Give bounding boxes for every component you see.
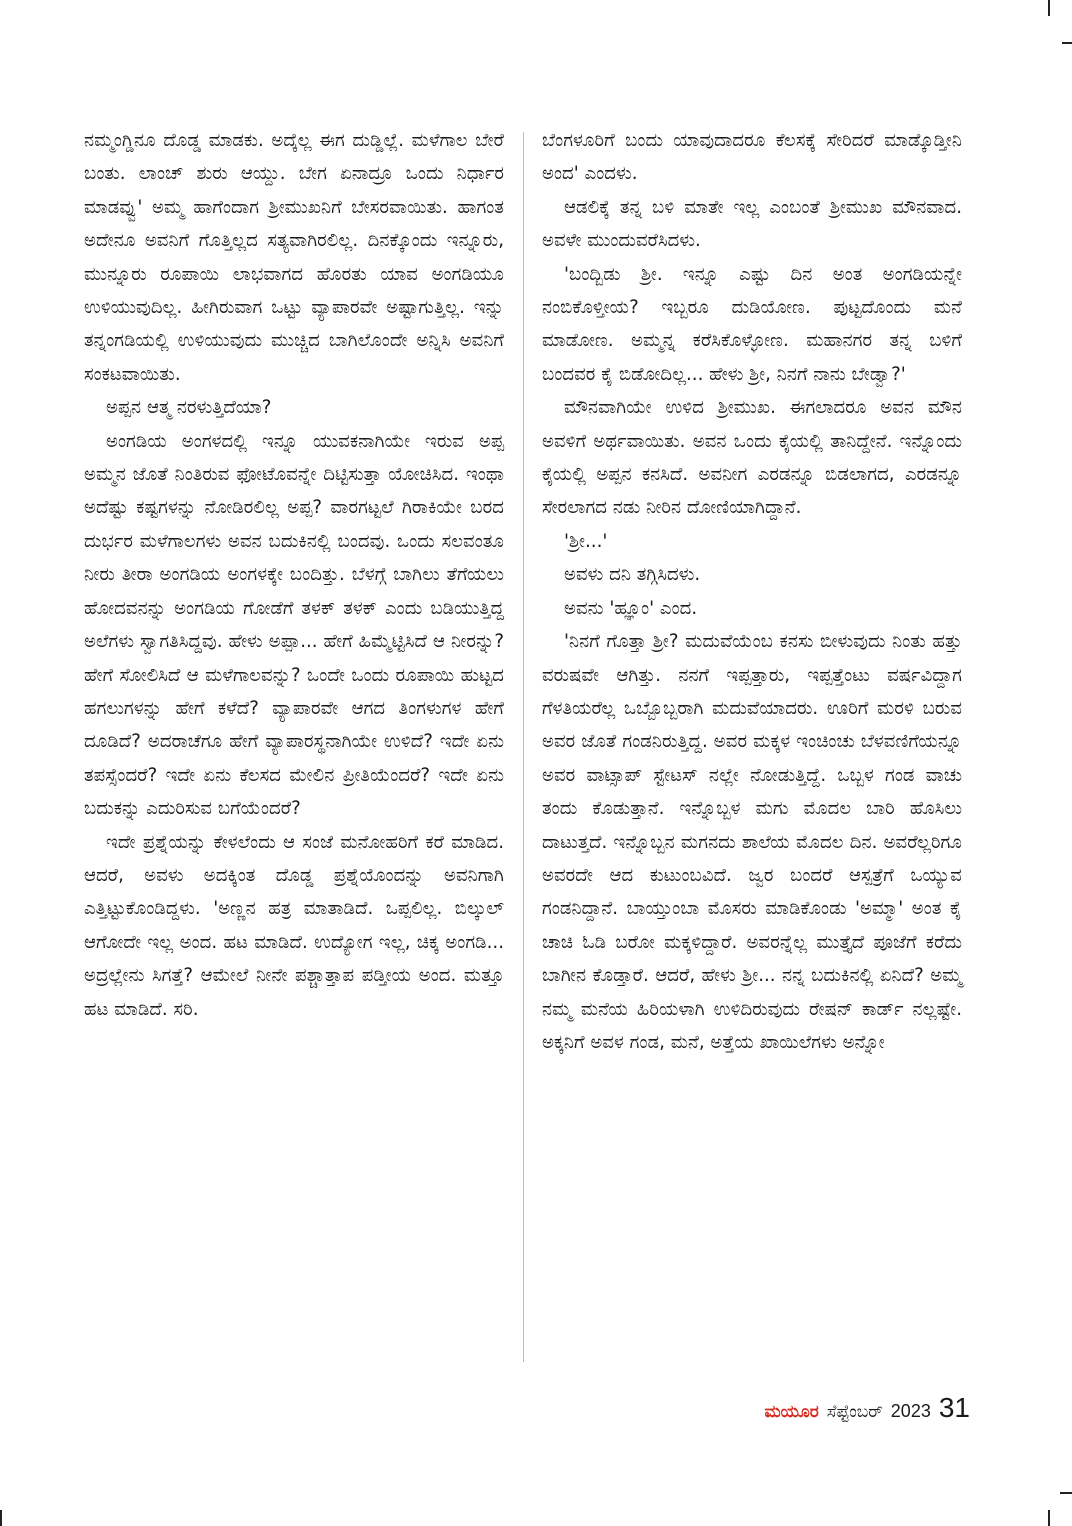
paragraph: ಮೌನವಾಗಿಯೇ ಉಳಿದ ಶ್ರೀಮುಖ. ಈಗಲಾದರೂ ಅವನ ಮೌನ ಅವಳಿಗೆ ಅರ್ಥವಾಯಿತು. ಅವನ ಒಂದು ಕೈಯಲ್ಲಿ ತಾನಿದ್ದೇನೆ. ಇನ್ನೊಂದು ಕೈಯಲ್ಲಿ ಅಪ್ಪನ ಕನಸಿದೆ. ಅವನೀಗ ಎರಡನ್ನೂ ಬಿಡಲಾಗದ, ಎರಡನ್ನೂ ಸೇರಲಾಗದ ನಡು ನೀರಿನ ದೋಣಿಯಾಗಿದ್ದಾನೆ. [542,397,962,519]
column-divider [523,132,524,1362]
left-column [84,124,504,1026]
crop-mark [0,1510,2,1526]
paragraph: 'ಶ್ರೀ...' [564,530,608,552]
crop-mark [1062,42,1072,44]
paragraph: ಅವನು 'ಹ್ಞೂಂ' ಎಂದ. [564,597,698,619]
page-footer [700,1392,970,1432]
crop-mark [1048,1510,1050,1526]
paragraph: ಅಂಗಡಿಯ ಅಂಗಳದಲ್ಲಿ ಇನ್ನೂ ಯುವಕನಾಗಿಯೇ ಇರುವ ಅಪ್ಪ ಅಮ್ಮನ ಜೊತೆ ನಿಂತಿರುವ ಫೋಟೊವನ್ನೇ ದಿಟ್ಟಿಸುತ್ತಾ ಯೋಚಿಸಿದ. ಇಂಥಾ ಅದೆಷ್ಟು ಕಷ್ಟಗಳನ್ನು ನೋಡಿರಲಿಲ್ಲ ಅಪ್ಪ? ವಾರಗಟ್ಟಲೆ ಗಿರಾಕಿಯೇ ಬರದ ದುರ್ಭರ ಮಳೆಗಾಲಗಳು ಅವನ ಬದುಕಿನಲ್ಲಿ ಬಂದವು. ಒಂದು ಸಲವಂತೂ ನೀರು ತೀರಾ ಅಂಗಡಿಯ ಅಂಗಳಕ್ಕೇ ಬಂದಿತ್ತು. ಬೆಳಗ್ಗೆ ಬಾಗಿಲು ತೆಗೆಯಲು ಹೋದವನನ್ನು ಅಂಗಡಿಯ ಗೋಡೆಗೆ ತಳಕ್ ತಳಕ್ ಎಂದು ಬಡಿಯುತ್ತಿದ್ದ ಅಲೆಗಳು ಸ್ವಾಗತಿಸಿದ್ದವು. ಹೇಳು ಅಪ್ಪಾ... ಹೇಗೆ ಹಿಮ್ಮೆಟ್ಟಿಸಿದೆ ಆ ನೀರನ್ನು? ಹೇಗೆ ಸೋಲಿಸಿದೆ ಆ ಮಳೆಗಾಲವನ್ನು? ಒಂದೇ ಒಂದು ರೂಪಾಯಿ ಹುಟ್ಟದ ಹಗಲುಗಳನ್ನು ಹೇಗೆ ಕಳೆದೆ? ವ್ಯಾಪಾರವೇ ಆಗದ ತಿಂಗಳುಗಳ ಹೇಗೆ ದೂಡಿದೆ? ಅದರಾಚೆಗೂ ಹೇಗೆ ವ್ಯಾಪಾರಸ್ಥನಾಗಿಯೇ ಉಳಿದೆ? ಇದೇ ಏನು ತಪಸ್ಸೆಂದರೆ? ಇದೇ ಏನು ಕೆಲಸದ ಮೇಲಿನ ಪ್ರೀತಿಯೆಂದರೆ? ಇದೇ ಏನು ಬದುಕನ್ನು ಎದುರಿಸುವ ಬಗೆಯೆಂದರೆ? [84,430,504,820]
paragraph: ಇದೇ ಪ್ರಶ್ನೆಯನ್ನು ಕೇಳಲೆಂದು ಆ ಸಂಜೆ ಮನೋಹರಿಗೆ ಕರೆ ಮಾಡಿದ. ಆದರೆ, ಅವಳು ಅದಕ್ಕಿಂತ ದೊಡ್ಡ ಪ್ರಶ್ನೆಯೊಂದನ್ನು ಅವನಿಗಾಗಿ ಎತ್ತಿಟ್ಟುಕೊಂಡಿದ್ದಳು. 'ಅಣ್ಣನ ಹತ್ರ ಮಾತಾಡಿದೆ. ಒಪ್ಪಲಿಲ್ಲ. ಬಿಲ್ಕುಲ್ ಆಗೋದೇ ಇಲ್ಲ ಅಂದ. ಹಟ ಮಾಡಿದೆ. ಉದ್ಯೋಗ ಇಲ್ಲ, ಚಿಕ್ಕ ಅಂಗಡಿ... ಅದ್ರಲ್ಲೇನು ಸಿಗತ್ತೆ? ಆಮೇಲೆ ನೀನೇ ಪಶ್ಚಾತ್ತಾಪ ಪಡ್ತೀಯ ಅಂದ. ಮತ್ತೂ ಹಟ ಮಾಡಿದೆ. ಸರಿ. [84,831,504,1020]
issue-month: ಸೆಪ್ಟೆಂಬರ್ [826,1402,883,1422]
paragraph: ಅವಳು ದನಿ ತಗ್ಗಿಸಿದಳು. [564,564,701,586]
paragraph: ಬೆಂಗಳೂರಿಗೆ ಬಂದು ಯಾವುದಾದರೂ ಕೆಲಸಕ್ಕೆ ಸೇರಿದರೆ ಮಾಡ್ಕೊಡ್ತೀನಿ ಅಂದ' ಎಂದಳು. [542,130,962,185]
paragraph: 'ಬಂದ್ಬಿಡು ಶ್ರೀ. ಇನ್ನೂ ಎಷ್ಟು ದಿನ ಅಂತ ಅಂಗಡಿಯನ್ನೇ ನಂಬಿಕೊಳ್ತೀಯ? ಇಬ್ಬರೂ ದುಡಿಯೋಣ. ಪುಟ್ಟದೊಂದು ಮನೆ ಮಾಡೋಣ. ಅಮ್ಮನ್ನ ಕರೆಸಿಕೊಳ್ಳೋಣ. ಮಹಾನಗರ ತನ್ನ ಬಳಿಗೆ ಬಂದವರ ಕೈ ಬಿಡೋದಿಲ್ಲ... ಹೇಳು ಶ್ರೀ, ನಿನಗೆ ನಾನು ಬೇಡ್ವಾ?' [542,263,962,385]
paragraph: 'ನಿನಗೆ ಗೊತ್ತಾ ಶ್ರೀ? ಮದುವೆಯೆಂಬ ಕನಸು ಬೀಳುವುದು ನಿಂತು ಹತ್ತು ವರುಷವೇ ಆಗಿತ್ತು. ನನಗೆ ಇಪ್ಪತ್ತಾರು, ಇಪ್ಪತ್ತೆಂಟು ವರ್ಷವಿದ್ದಾಗ ಗೆಳತಿಯರೆಲ್ಲ ಒಬ್ಬೊಬ್ಬರಾಗಿ ಮದುವೆಯಾದರು. ಊರಿಗೆ ಮರಳಿ ಬರುವ ಅವರ ಜೊತೆ ಗಂಡನಿರುತ್ತಿದ್ದ. ಅವರ ಮಕ್ಕಳ ಇಂಚಿಂಚು ಬೆಳವಣಿಗೆಯನ್ನೂ ಅವರ ವಾಟ್ಸಾಪ್ ಸ್ಟೇಟಸ್ ನಲ್ಲೇ ನೋಡುತ್ತಿದ್ದೆ. ಒಬ್ಬಳ ಗಂಡ ವಾಚು ತಂದು ಕೊಡುತ್ತಾನೆ. ಇನ್ನೊಬ್ಬಳ ಮಗು ಮೊದಲ ಬಾರಿ ಹೊಸಿಲು ದಾಟುತ್ತದೆ. ಇನ್ನೊಬ್ಬನ ಮಗನದು ಶಾಲೆಯ ಮೊದಲ ದಿನ. ಅವರೆಲ್ಲರಿಗೂ ಅವರದೇ ಆದ ಕುಟುಂಬವಿದೆ. ಜ್ವರ ಬಂದರೆ ಆಸ್ಪತ್ರೆಗೆ ಒಯ್ಯುವ ಗಂಡನಿದ್ದಾನೆ. ಬಾಯ್ತುಂಬಾ ಮೊಸರು ಮಾಡಿಕೊಂಡು 'ಅಮ್ಮಾ' ಅಂತ ಕೈ ಚಾಚಿ ಓಡಿ ಬರೋ ಮಕ್ಕಳಿದ್ದಾರೆ. ಅವರನ್ನೆಲ್ಲ ಮುತ್ತೈದೆ ಪೂಜೆಗೆ ಕರೆದು ಬಾಗೀನ ಕೊಡ್ತಾರೆ. ಆದರೆ, ಹೇಳು ಶ್ರೀ... ನನ್ನ ಬದುಕಿನಲ್ಲಿ ಏನಿದೆ? ಅಮ್ಮ ನಮ್ಮ ಮನೆಯ ಹಿರಿಯಳಾಗಿ ಉಳಿದಿರುವುದು ರೇಷನ್ ಕಾರ್ಡ್ ನಲ್ಲಷ್ಟೇ. ಅಕ್ಕನಿಗೆ ಅವಳ ಗಂಡ, ಮನೆ, ಅತ್ತೆಯ ಖಾಯಿಲೆಗಳು ಅನ್ನೋ [542,631,962,1053]
magazine-brand: ಮಯೂರ [764,1402,819,1422]
paragraph: ಅಪ್ಪನ ಆತ್ಮ ನರಳುತ್ತಿದೆಯಾ? [106,397,272,419]
crop-mark [1060,1492,1072,1494]
paragraph: ನಮ್ಮಂಗ್ಡಿನೂ ದೊಡ್ಡ ಮಾಡಕು. ಅದ್ಕೆಲ್ಲ ಈಗ ದುಡ್ಡಿಲ್ಲೆ. ಮಳೆಗಾಲ ಬೇರೆ ಬಂತು. ಲಾಂಚ್ ಶುರು ಆಯ್ದು. ಬೇಗ ಏನಾದ್ರೂ ಒಂದು ನಿರ್ಧಾರ ಮಾಡವ್ವು' ಅಮ್ಮ ಹಾಗೆಂದಾಗ ಶ್ರೀಮುಖನಿಗೆ ಬೇಸರವಾಯಿತು. ಹಾಗಂತ ಅದೇನೂ ಅವನಿಗೆ ಗೊತ್ತಿಲ್ಲದ ಸತ್ಯವಾಗಿರಲಿಲ್ಲ. ದಿನಕ್ಕೊಂದು ಇನ್ನೂರು, ಮುನ್ನೂರು ರೂಪಾಯಿ ಲಾಭವಾಗದ ಹೊರತು ಯಾವ ಅಂಗಡಿಯೂ ಉಳಿಯುವುದಿಲ್ಲ. ಹೀಗಿರುವಾಗ ಒಟ್ಟು ವ್ಯಾಪಾರವೇ ಅಷ್ಟಾಗುತ್ತಿಲ್ಲ. ಇನ್ನು ತನ್ನಂಗಡಿಯಲ್ಲಿ ಉಳಿಯುವುದು ಮುಚ್ಚಿದ ಬಾಗಿಲೊಂದೇ ಅನ್ನಿಸಿ ಅವನಿಗೆ ಸಂಕಟವಾಯಿತು. [84,130,504,385]
paragraph: ಆಡಲಿಕ್ಕೆ ತನ್ನ ಬಳಿ ಮಾತೇ ಇಲ್ಲ ಎಂಬಂತೆ ಶ್ರೀಮುಖ ಮೌನವಾದ. ಅವಳೇ ಮುಂದುವರೆಸಿದಳು. [542,196,962,252]
crop-mark [1048,0,1050,16]
issue-year: 2023 [890,1401,931,1421]
right-column [542,124,962,1059]
page-number: 31 [938,1392,970,1423]
